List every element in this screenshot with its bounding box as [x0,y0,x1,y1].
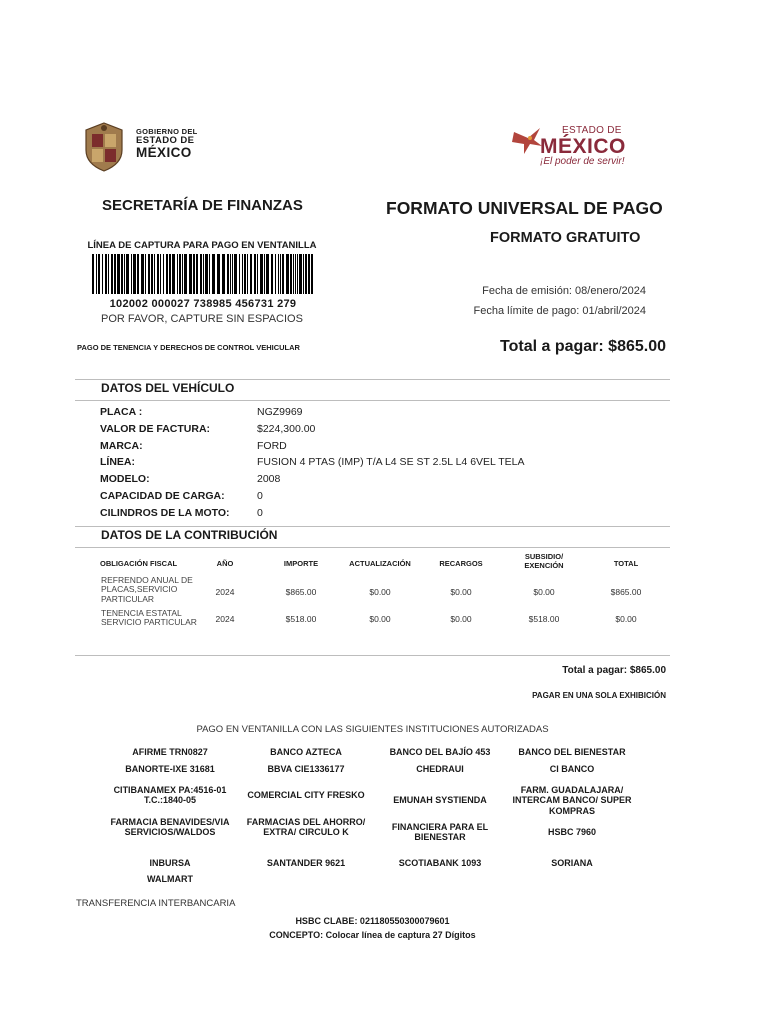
vehiculo-row [100,406,660,422]
transferencia-label: TRANSFERENCIA INTERBANCARIA [76,898,236,909]
estado-mexico-logo [510,122,660,172]
institucion-item: SCOTIABANK 1093 [398,858,482,868]
divider [75,400,670,401]
institucion-item: BANCO AZTECA [270,747,342,757]
instituciones-heading: PAGO EN VENTANILLA CON LAS SIGUIENTES INSTITUCIONES AUTORIZADAS [196,724,549,735]
vehiculo-value: $224,300.00 [257,422,316,435]
contribucion-cell-anio: 2024 [215,587,235,597]
fecha-emision: Fecha de emisión: 08/enero/2024 [482,285,646,297]
vehiculo-row [100,456,660,472]
secretaria-title: SECRETARÍA DE FINANZAS [102,197,303,214]
contribucion-cell-subsidio: $518.00 [528,614,560,624]
contribucion-header: RECARGOS [439,559,483,568]
divider [75,526,670,527]
vehiculo-row [100,440,660,456]
vehiculo-value: 0 [257,506,263,519]
concepto-pago: PAGO DE TENENCIA Y DERECHOS DE CONTROL VEHICULAR [77,343,300,352]
barcode [92,254,314,294]
contribucion-cell-recargos: $0.00 [450,614,472,624]
edo-line1: ESTADO DE [562,125,622,136]
contribucion-cell-recargos: $0.00 [450,587,472,597]
formato-gratuito-title: FORMATO GRATUITO [490,230,641,246]
hsbc-clabe: HSBC CLABE: 021180550300079601 [295,916,450,926]
vehiculo-label: PLACA : [100,406,143,418]
vehiculo-label: CAPACIDAD DE CARGA: [100,490,225,502]
gobierno-logo [82,122,222,172]
edo-slogan: ¡El poder de servir! [540,156,625,167]
vehiculo-value: NGZ9969 [257,406,303,418]
contribucion-cell-importe: $865.00 [285,587,317,597]
fecha-limite: Fecha límite de pago: 01/abril/2024 [473,305,646,317]
vehiculo-value: 0 [257,490,263,502]
coat-of-arms-icon [82,122,126,172]
contribucion-cell-total: $865.00 [610,587,642,597]
hummingbird-icon [510,124,544,158]
vehiculo-row [100,507,660,523]
datos-vehiculo-title: DATOS DEL VEHÍCULO [101,381,235,395]
institucion-item: CHEDRAUI [416,764,464,774]
vehiculo-row [100,473,660,489]
institucion-item: SANTANDER 9621 [266,858,346,868]
contribucion-header: SUBSIDIO/ EXENCIÓN [524,552,564,570]
vehiculo-value: FORD [257,439,287,452]
institucion-item: BANORTE-IXE 31681 [125,764,215,774]
gov-line1: GOBIERNO DEL [136,127,198,136]
contribucion-header: IMPORTE [283,559,319,568]
vehiculo-label: LÍNEA: [100,456,135,469]
contribucion-cell-obligacion: REFRENDO ANUAL DE PLACAS,SERVICIO PARTICULAR [101,575,193,604]
contribucion-header: OBLIGACIÓN FISCAL [100,559,178,568]
captura-label: LÍNEA DE CAPTURA PARA PAGO EN VENTANILLA [87,240,317,251]
edo-line2: MÉXICO [540,135,626,158]
institucion-item: BBVA CIE1336177 [267,764,345,774]
captura-number: 102002 000027 738985 456731 279 [109,298,297,310]
institucion-item: EMUNAH SYSTIENDA [393,795,487,805]
institucion-item: SORIANA [551,858,593,868]
institucion-item: BANCO DEL BIENESTAR [518,747,626,757]
contribucion-cell-total: $0.00 [615,614,637,624]
vehiculo-label: MODELO: [100,473,150,486]
contribucion-cell-subsidio: $0.00 [533,587,555,597]
sola-exhibicion: PAGAR EN UNA SOLA EXHIBICIÓN [532,691,666,700]
divider [75,655,670,656]
contribucion-cell-importe: $518.00 [285,614,317,624]
vehiculo-value: 2008 [257,473,281,486]
divider [75,379,670,380]
transferencia-concepto: CONCEPTO: Colocar línea de captura 27 Dígitos [269,930,476,940]
institucion-item: AFIRME TRN0827 [132,747,208,757]
institucion-item: WALMART [147,874,193,884]
total-a-pagar-bottom: Total a pagar: $865.00 [562,665,666,676]
institucion-item: HSBC 7960 [547,827,597,837]
contribucion-header: TOTAL [613,559,639,568]
institucion-item: CI BANCO [549,764,595,774]
institucion-item: FINANCIERA PARA EL BIENESTAR [391,822,489,843]
contribucion-header: AÑO [216,559,234,568]
institucion-item: CITIBANAMEX PA:4516-01 T.C.:1840-05 [113,785,227,806]
formato-title: FORMATO UNIVERSAL DE PAGO [386,198,663,218]
gov-line3: MÉXICO [136,144,192,160]
institucion-item: BANCO DEL BAJÍO 453 [389,747,491,757]
contribucion-cell-actualizacion: $0.00 [369,587,391,597]
vehiculo-value: FUSION 4 PTAS (IMP) T/A L4 SE ST 2.5L L4 6VEL TELA [257,456,525,469]
institucion-item: FARMACIA BENAVIDES/VIA SERVICIOS/WALDOS [110,817,230,838]
vehiculo-label: CILINDROS DE LA MOTO: [100,506,230,519]
vehiculo-label: VALOR DE FACTURA: [100,422,211,435]
captura-note: POR FAVOR, CAPTURE SIN ESPACIOS [101,313,303,325]
vehiculo-row [100,423,660,439]
datos-contribucion-title: DATOS DE LA CONTRIBUCIÓN [101,528,278,542]
institucion-item: COMERCIAL CITY FRESKO [247,790,365,800]
contribucion-cell-actualizacion: $0.00 [369,614,391,624]
institucion-item: FARM. GUADALAJARA/ INTERCAM BANCO/ SUPER KOMPRAS [512,785,632,816]
total-a-pagar: Total a pagar: $865.00 [500,338,666,355]
vehiculo-row [100,490,660,506]
vehiculo-label: MARCA: [100,439,143,452]
institucion-item: INBURSA [149,858,191,868]
gov-line2: ESTADO DE [136,134,195,146]
contribucion-cell-anio: 2024 [215,614,235,624]
divider [75,547,670,548]
institucion-item: FARMACIAS DEL AHORRO/ EXTRA/ CIRCULO K [246,817,366,838]
contribucion-header: ACTUALIZACIÓN [349,559,411,568]
contribucion-cell-obligacion: TENENCIA ESTATAL SERVICIO PARTICULAR [101,608,197,628]
